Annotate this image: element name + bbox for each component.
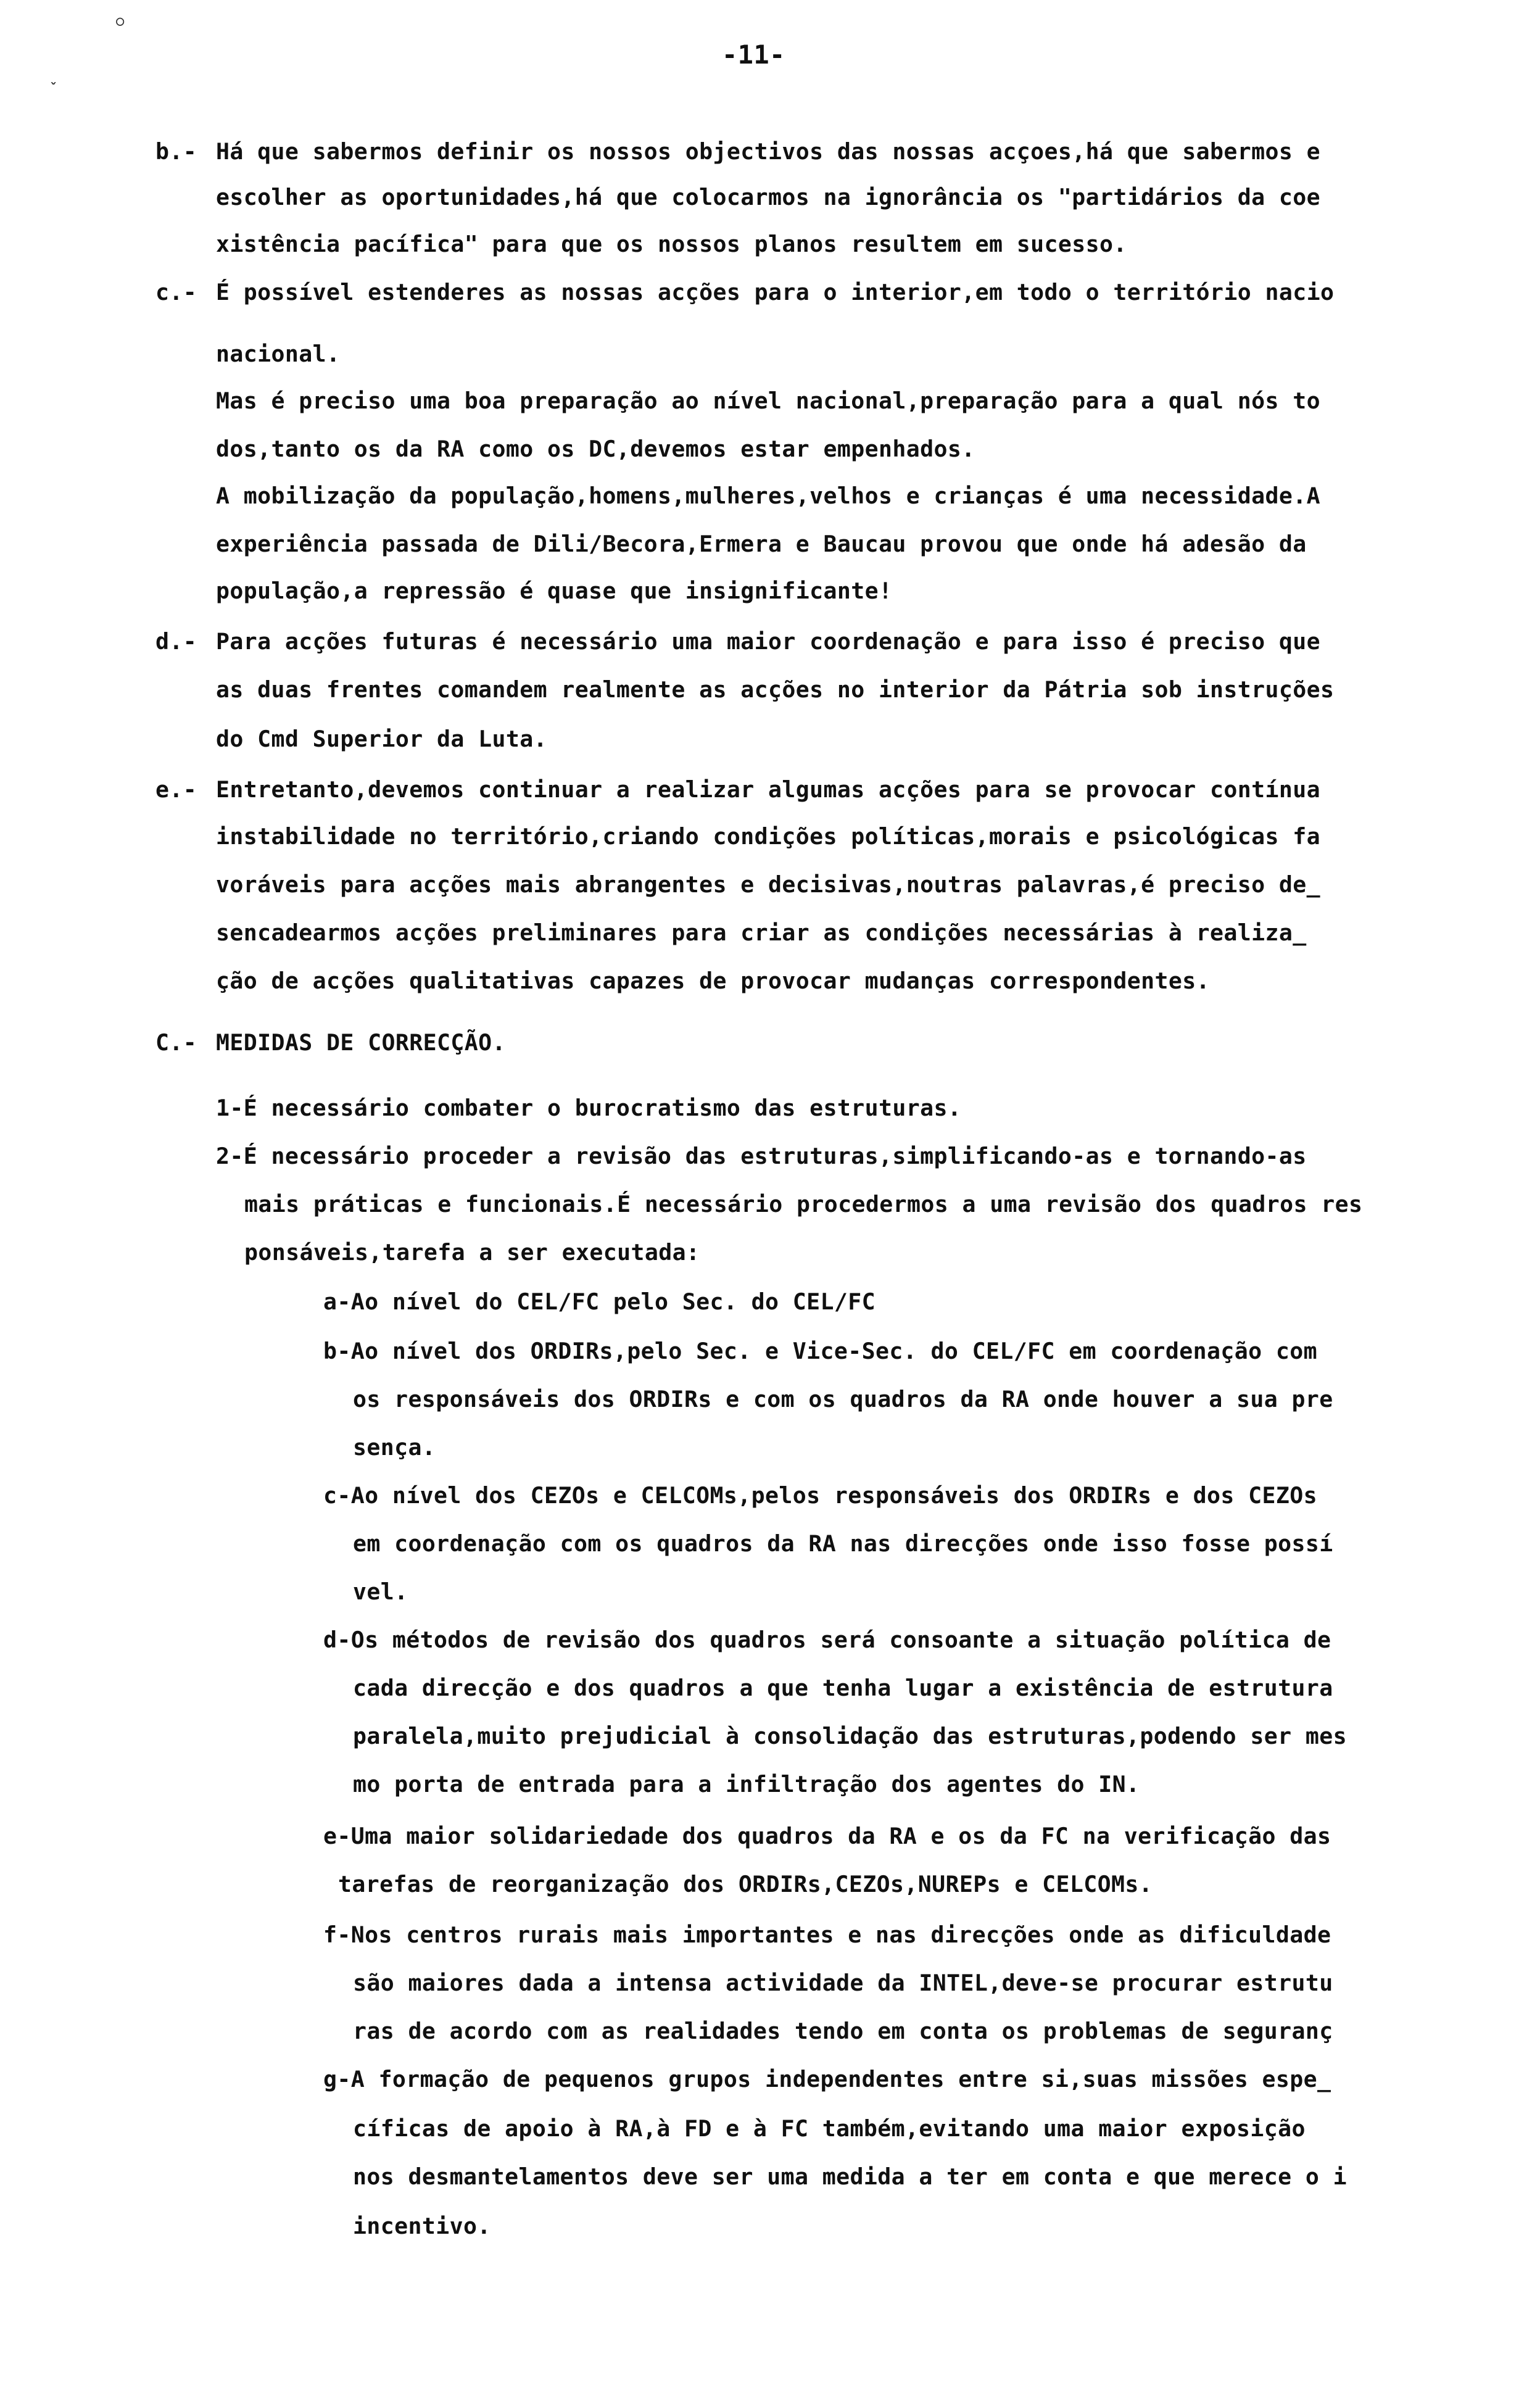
b-line-3: xistência pacífica" para que os nossos planos resultem em sucesso. xyxy=(216,231,1127,257)
subitem-d-line-2: cada direcção e dos quadros a que tenha lugar a existência de estrutura xyxy=(353,1675,1333,1701)
c-line-5: A mobilização da população,homens,mulheres,velhos e crianças é uma necessidade.A xyxy=(216,483,1320,509)
e-line-3: voráveis para acções mais abrangentes e decisivas,noutras palavras,é preciso de_ xyxy=(216,871,1320,898)
e-line-2: instabilidade no território,criando condições políticas,morais e psicológicas fa xyxy=(216,823,1320,850)
subitem-c-line-3: vel. xyxy=(353,1578,408,1605)
subitem-c-line-2: em coordenação com os quadros da RA nas direcções onde isso fosse possí xyxy=(353,1530,1333,1557)
label-e: e.- xyxy=(155,776,197,803)
label-d: d.- xyxy=(155,628,197,655)
subitem-e-line-2: tarefas de reorganização dos ORDIRs,CEZOs,NUREPs e CELCOMs. xyxy=(338,1871,1153,1897)
page-number: -11- xyxy=(722,39,785,70)
label-b: b.- xyxy=(155,138,197,165)
e-line-1: Entretanto,devemos continuar a realizar algumas acções para se provocar contínua xyxy=(216,776,1320,803)
subitem-b-line-2: os responsáveis dos ORDIRs e com os quadros da RA onde houver a sua pre xyxy=(353,1386,1333,1412)
margin-mark-small: ˇ xyxy=(49,81,58,97)
subitem-c-line-1: c-Ao nível dos CEZOs e CELCOMs,pelos responsáveis dos ORDIRs e dos CEZOs xyxy=(323,1482,1317,1509)
c-line-3: Mas é preciso uma boa preparação ao nível nacional,preparação para a qual nós to xyxy=(216,388,1320,414)
d-line-3: do Cmd Superior da Luta. xyxy=(216,726,547,752)
subitem-g-line-3: nos desmantelamentos deve ser uma medida a ter em conta e que merece o i xyxy=(353,2163,1347,2190)
label-c: c.- xyxy=(155,279,197,305)
c-line-1: É possível estenderes as nossas acções para o interior,em todo o território nacio xyxy=(216,279,1335,305)
subitem-d-line-3: paralela,muito prejudicial à consolidação das estruturas,podendo ser mes xyxy=(353,1723,1347,1749)
section-heading: MEDIDAS DE CORRECÇÃO. xyxy=(216,1029,506,1056)
c-line-6: experiência passada de Dili/Becora,Ermera e Baucau provou que onde há adesão da xyxy=(216,531,1307,557)
b-line-2: escolher as oportunidades,há que colocarmos na ignorância os "partidários da coe xyxy=(216,184,1320,210)
margin-mark: ○ xyxy=(116,14,125,29)
subitem-b-line-1: b-Ao nível dos ORDIRs,pelo Sec. e Vice-Sec. do CEL/FC em coordenação com xyxy=(323,1338,1317,1364)
subitem-a-line-1: a-Ao nível do CEL/FC pelo Sec. do CEL/FC xyxy=(323,1288,876,1315)
d-line-2: as duas frentes comandem realmente as acções no interior da Pátria sob instruções xyxy=(216,676,1335,703)
subitem-d-line-1: d-Os métodos de revisão dos quadros será consoante a situação política de xyxy=(323,1627,1331,1653)
b-line-1: Há que sabermos definir os nossos objectivos das nossas acçoes,há que sabermos e xyxy=(216,138,1320,165)
item-2-line-3: ponsáveis,tarefa a ser executada: xyxy=(244,1239,700,1266)
subitem-g-line-1: g-A formação de pequenos grupos independentes entre si,suas missões espe_ xyxy=(323,2066,1331,2092)
d-line-1: Para acções futuras é necessário uma maior coordenação e para isso é preciso que xyxy=(216,628,1320,655)
subitem-f-line-1: f-Nos centros rurais mais importantes e nas direcções onde as dificuldade xyxy=(323,1922,1331,1948)
item-2-line-2: mais práticas e funcionais.É necessário procedermos a uma revisão dos quadros res xyxy=(244,1191,1363,1217)
subitem-f-line-2: são maiores dada a intensa actividade da INTEL,deve-se procurar estrutu xyxy=(353,1970,1333,1996)
item-2-line-1: 2-É necessário proceder a revisão das estruturas,simplificando-as e tornando-as xyxy=(216,1143,1307,1169)
label-C: C.- xyxy=(155,1029,197,1056)
e-line-5: ção de acções qualitativas capazes de provocar mudanças correspondentes. xyxy=(216,968,1210,994)
c-line-2: nacional. xyxy=(216,341,341,367)
subitem-f-line-3: ras de acordo com as realidades tendo em conta os problemas de seguranç xyxy=(353,2018,1333,2044)
subitem-e-line-1: e-Uma maior solidariedade dos quadros da RA e os da FC na verificação das xyxy=(323,1823,1331,1849)
subitem-g-line-2: cíficas de apoio à RA,à FD e à FC também,evitando uma maior exposição xyxy=(353,2115,1306,2142)
c-line-7: população,a repressão é quase que insignificante! xyxy=(216,578,893,604)
item-1: 1-É necessário combater o burocratismo das estruturas. xyxy=(216,1095,962,1121)
c-line-4: dos,tanto os da RA como os DC,devemos estar empenhados. xyxy=(216,436,975,462)
subitem-g-line-4: incentivo. xyxy=(353,2213,491,2239)
e-line-4: sencadearmos acções preliminares para criar as condições necessárias à realiza_ xyxy=(216,919,1307,946)
subitem-d-line-4: mo porta de entrada para a infiltração dos agentes do IN. xyxy=(353,1771,1140,1797)
subitem-b-line-3: sença. xyxy=(353,1434,436,1461)
